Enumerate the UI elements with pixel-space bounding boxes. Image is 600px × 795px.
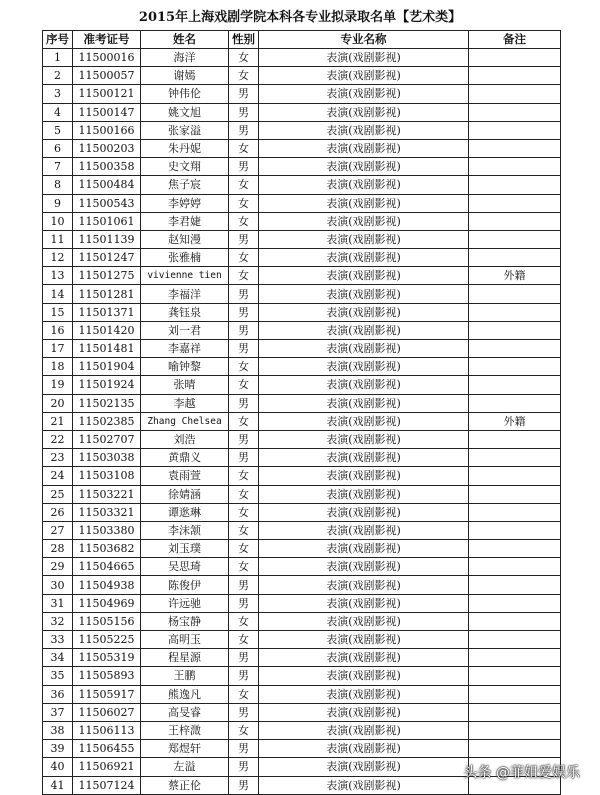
cell-major: 表演(戏剧影视) — [259, 230, 469, 248]
cell-name: 喻钟黎 — [141, 358, 229, 376]
cell-name: 李越 — [141, 394, 229, 412]
cell-note — [469, 540, 561, 558]
cell-note — [469, 303, 561, 321]
cell-exam-id: 11501904 — [73, 358, 141, 376]
cell-major: 表演(戏剧影视) — [259, 321, 469, 339]
cell-major: 表演(戏剧影视) — [259, 540, 469, 558]
table-row — [43, 285, 561, 303]
table-row — [43, 485, 561, 503]
table-row — [43, 358, 561, 376]
cell-gender: 女 — [229, 412, 259, 430]
cell-major: 表演(戏剧影视) — [259, 631, 469, 649]
cell-exam-id: 11500121 — [73, 85, 141, 103]
cell-index: 3 — [43, 85, 73, 103]
header-exam-id: 准考证号 — [73, 31, 141, 49]
cell-exam-id: 11504938 — [73, 576, 141, 594]
cell-major: 表演(戏剧影视) — [259, 49, 469, 67]
cell-name: 李婷婷 — [141, 194, 229, 212]
cell-note — [469, 139, 561, 157]
cell-major: 表演(戏剧影视) — [259, 703, 469, 721]
cell-exam-id: 11500484 — [73, 176, 141, 194]
cell-index: 2 — [43, 67, 73, 85]
cell-name: 张雅楠 — [141, 249, 229, 267]
cell-name: 张晴 — [141, 376, 229, 394]
cell-name: 左溢 — [141, 758, 229, 776]
table-row — [43, 576, 561, 594]
cell-exam-id: 11503108 — [73, 467, 141, 485]
cell-name: 朱丹妮 — [141, 139, 229, 157]
table-row — [43, 67, 561, 85]
cell-exam-id: 11505156 — [73, 612, 141, 630]
cell-note — [469, 449, 561, 467]
cell-major: 表演(戏剧影视) — [259, 612, 469, 630]
cell-index: 27 — [43, 521, 73, 539]
cell-index: 41 — [43, 776, 73, 794]
cell-gender: 女 — [229, 558, 259, 576]
cell-name: vivienne tien — [141, 267, 229, 285]
cell-gender: 女 — [229, 612, 259, 630]
cell-name: 焦子宸 — [141, 176, 229, 194]
cell-gender: 男 — [229, 158, 259, 176]
cell-note — [469, 285, 561, 303]
cell-index: 32 — [43, 612, 73, 630]
cell-name: 高旻睿 — [141, 703, 229, 721]
cell-index: 5 — [43, 121, 73, 139]
cell-index: 23 — [43, 449, 73, 467]
cell-gender: 男 — [229, 449, 259, 467]
cell-index: 26 — [43, 503, 73, 521]
table-row — [43, 121, 561, 139]
cell-note — [469, 230, 561, 248]
table-row — [43, 194, 561, 212]
cell-major: 表演(戏剧影视) — [259, 194, 469, 212]
cell-major: 表演(戏剧影视) — [259, 685, 469, 703]
table-row — [43, 394, 561, 412]
cell-index: 28 — [43, 540, 73, 558]
cell-note — [469, 67, 561, 85]
cell-major: 表演(戏剧影视) — [259, 412, 469, 430]
cell-major: 表演(戏剧影视) — [259, 667, 469, 685]
cell-gender: 男 — [229, 394, 259, 412]
cell-note — [469, 85, 561, 103]
cell-exam-id: 11502385 — [73, 412, 141, 430]
cell-exam-id: 11505225 — [73, 631, 141, 649]
cell-gender: 男 — [229, 340, 259, 358]
cell-gender: 男 — [229, 303, 259, 321]
cell-major: 表演(戏剧影视) — [259, 449, 469, 467]
cell-major: 表演(戏剧影视) — [259, 212, 469, 230]
table-row — [43, 49, 561, 67]
table-row — [43, 540, 561, 558]
table-row — [43, 594, 561, 612]
cell-note — [469, 631, 561, 649]
cell-note — [469, 521, 561, 539]
cell-major: 表演(戏剧影视) — [259, 776, 469, 794]
cell-gender: 男 — [229, 667, 259, 685]
cell-gender: 女 — [229, 467, 259, 485]
cell-index: 29 — [43, 558, 73, 576]
cell-gender: 男 — [229, 594, 259, 612]
cell-index: 31 — [43, 594, 73, 612]
table-row — [43, 721, 561, 739]
table-row — [43, 340, 561, 358]
cell-major: 表演(戏剧影视) — [259, 576, 469, 594]
table-row — [43, 685, 561, 703]
cell-index: 30 — [43, 576, 73, 594]
cell-name: 吴思琦 — [141, 558, 229, 576]
cell-gender: 男 — [229, 103, 259, 121]
cell-index: 1 — [43, 49, 73, 67]
cell-gender: 男 — [229, 758, 259, 776]
cell-index: 11 — [43, 230, 73, 248]
cell-note — [469, 394, 561, 412]
table-row — [43, 158, 561, 176]
cell-major: 表演(戏剧影视) — [259, 158, 469, 176]
cell-exam-id: 11504969 — [73, 594, 141, 612]
cell-note — [469, 430, 561, 448]
cell-name: 海洋 — [141, 49, 229, 67]
cell-exam-id: 11501061 — [73, 212, 141, 230]
cell-name: 郑煜轩 — [141, 740, 229, 758]
cell-major: 表演(戏剧影视) — [259, 467, 469, 485]
cell-note — [469, 721, 561, 739]
watermark-text: 头条 @菲姐爱娱乐 — [463, 765, 580, 781]
cell-index: 13 — [43, 267, 73, 285]
table-row — [43, 667, 561, 685]
cell-exam-id: 11501420 — [73, 321, 141, 339]
cell-index: 38 — [43, 721, 73, 739]
cell-name: 程星源 — [141, 649, 229, 667]
cell-exam-id: 11500203 — [73, 139, 141, 157]
cell-index: 35 — [43, 667, 73, 685]
cell-gender: 男 — [229, 703, 259, 721]
table-row — [43, 176, 561, 194]
header-note: 备注 — [469, 31, 561, 49]
cell-index: 9 — [43, 194, 73, 212]
cell-name: 陈俊伊 — [141, 576, 229, 594]
cell-gender: 女 — [229, 194, 259, 212]
cell-note — [469, 249, 561, 267]
cell-note — [469, 594, 561, 612]
cell-gender: 男 — [229, 649, 259, 667]
cell-gender: 女 — [229, 67, 259, 85]
cell-index: 37 — [43, 703, 73, 721]
cell-exam-id: 11506455 — [73, 740, 141, 758]
watermark — [464, 760, 580, 784]
cell-index: 10 — [43, 212, 73, 230]
cell-major: 表演(戏剧影视) — [259, 503, 469, 521]
cell-gender: 女 — [229, 521, 259, 539]
cell-note — [469, 212, 561, 230]
header-name: 姓名 — [141, 31, 229, 49]
cell-name: 高明玉 — [141, 631, 229, 649]
cell-note — [469, 103, 561, 121]
cell-index: 16 — [43, 321, 73, 339]
cell-index: 34 — [43, 649, 73, 667]
cell-name: 史文翔 — [141, 158, 229, 176]
table-row — [43, 449, 561, 467]
cell-exam-id: 11500543 — [73, 194, 141, 212]
cell-exam-id: 11505917 — [73, 685, 141, 703]
table-row — [43, 649, 561, 667]
cell-exam-id: 11500358 — [73, 158, 141, 176]
cell-major: 表演(戏剧影视) — [259, 249, 469, 267]
cell-exam-id: 11502135 — [73, 394, 141, 412]
cell-note — [469, 576, 561, 594]
cell-exam-id: 11503038 — [73, 449, 141, 467]
cell-major: 表演(戏剧影视) — [259, 594, 469, 612]
cell-exam-id: 11502707 — [73, 430, 141, 448]
cell-major: 表演(戏剧影视) — [259, 340, 469, 358]
cell-gender: 男 — [229, 230, 259, 248]
cell-major: 表演(戏剧影视) — [259, 485, 469, 503]
table-row — [43, 703, 561, 721]
cell-name: 杨宝静 — [141, 612, 229, 630]
cell-index: 17 — [43, 340, 73, 358]
cell-name: 钟伟伦 — [141, 85, 229, 103]
cell-name: 许远驰 — [141, 594, 229, 612]
cell-major: 表演(戏剧影视) — [259, 121, 469, 139]
cell-exam-id: 11501481 — [73, 340, 141, 358]
cell-note — [469, 467, 561, 485]
table-row — [43, 376, 561, 394]
table-row — [43, 521, 561, 539]
table-row — [43, 740, 561, 758]
table-header-row — [43, 31, 561, 49]
cell-gender: 女 — [229, 358, 259, 376]
cell-exam-id: 11505893 — [73, 667, 141, 685]
cell-gender: 男 — [229, 430, 259, 448]
table-row — [43, 249, 561, 267]
table-row — [43, 631, 561, 649]
cell-exam-id: 11501281 — [73, 285, 141, 303]
cell-note — [469, 340, 561, 358]
cell-exam-id: 11501924 — [73, 376, 141, 394]
header-index: 序号 — [43, 31, 73, 49]
table-row — [43, 85, 561, 103]
cell-name: 刘一君 — [141, 321, 229, 339]
cell-name: 李君婕 — [141, 212, 229, 230]
cell-index: 24 — [43, 467, 73, 485]
cell-index: 39 — [43, 740, 73, 758]
cell-name: 熊逸凡 — [141, 685, 229, 703]
cell-major: 表演(戏剧影视) — [259, 285, 469, 303]
table-row — [43, 303, 561, 321]
cell-exam-id: 11501247 — [73, 249, 141, 267]
cell-major: 表演(戏剧影视) — [259, 358, 469, 376]
cell-name: 刘浩 — [141, 430, 229, 448]
cell-note — [469, 503, 561, 521]
cell-index: 19 — [43, 376, 73, 394]
table-row — [43, 412, 561, 430]
cell-major: 表演(戏剧影视) — [259, 558, 469, 576]
cell-gender: 男 — [229, 85, 259, 103]
cell-exam-id: 11501371 — [73, 303, 141, 321]
cell-name: 王鹏 — [141, 667, 229, 685]
cell-note — [469, 321, 561, 339]
cell-gender: 女 — [229, 376, 259, 394]
cell-index: 14 — [43, 285, 73, 303]
cell-note — [469, 176, 561, 194]
cell-note — [469, 376, 561, 394]
cell-exam-id: 11501275 — [73, 267, 141, 285]
cell-name: 黄鼎义 — [141, 449, 229, 467]
cell-exam-id: 11503321 — [73, 503, 141, 521]
cell-gender: 女 — [229, 139, 259, 157]
cell-name: 徐婧涵 — [141, 485, 229, 503]
cell-index: 8 — [43, 176, 73, 194]
cell-exam-id: 11506027 — [73, 703, 141, 721]
cell-exam-id: 11504665 — [73, 558, 141, 576]
cell-major: 表演(戏剧影视) — [259, 376, 469, 394]
cell-name: Zhang Chelsea — [141, 412, 229, 430]
cell-name: 王梓溦 — [141, 721, 229, 739]
table-row — [43, 430, 561, 448]
table-row — [43, 230, 561, 248]
cell-major: 表演(戏剧影视) — [259, 103, 469, 121]
cell-major: 表演(戏剧影视) — [259, 758, 469, 776]
table-row — [43, 558, 561, 576]
cell-name: 张家溢 — [141, 121, 229, 139]
cell-gender: 女 — [229, 485, 259, 503]
cell-index: 7 — [43, 158, 73, 176]
cell-major: 表演(戏剧影视) — [259, 67, 469, 85]
cell-major: 表演(戏剧影视) — [259, 139, 469, 157]
cell-gender: 男 — [229, 285, 259, 303]
table-row — [43, 612, 561, 630]
cell-index: 12 — [43, 249, 73, 267]
cell-exam-id: 11505319 — [73, 649, 141, 667]
cell-name: 赵知漫 — [141, 230, 229, 248]
cell-exam-id: 11500166 — [73, 121, 141, 139]
cell-index: 21 — [43, 412, 73, 430]
cell-name: 谭逖琳 — [141, 503, 229, 521]
cell-note — [469, 649, 561, 667]
table-body — [43, 49, 561, 795]
table-row — [43, 212, 561, 230]
header-major: 专业名称 — [259, 31, 469, 49]
cell-note — [469, 158, 561, 176]
cell-gender: 男 — [229, 321, 259, 339]
table-row — [43, 321, 561, 339]
cell-major: 表演(戏剧影视) — [259, 740, 469, 758]
table-row — [43, 503, 561, 521]
cell-note — [469, 485, 561, 503]
cell-note — [469, 49, 561, 67]
cell-gender: 女 — [229, 176, 259, 194]
cell-gender: 女 — [229, 540, 259, 558]
cell-note — [469, 358, 561, 376]
cell-major: 表演(戏剧影视) — [259, 303, 469, 321]
cell-index: 6 — [43, 139, 73, 157]
document-title: 2015年上海戏剧学院本科各专业拟录取名单【艺术类】 — [138, 10, 462, 25]
cell-exam-id: 11503682 — [73, 540, 141, 558]
cell-index: 40 — [43, 758, 73, 776]
cell-gender: 女 — [229, 267, 259, 285]
cell-exam-id: 11500016 — [73, 49, 141, 67]
cell-gender: 男 — [229, 740, 259, 758]
cell-major: 表演(戏剧影视) — [259, 394, 469, 412]
cell-name: 李沫颔 — [141, 521, 229, 539]
cell-exam-id: 11503380 — [73, 521, 141, 539]
cell-note — [469, 667, 561, 685]
cell-name: 蔡正伦 — [141, 776, 229, 794]
table-row — [43, 139, 561, 157]
table-row — [43, 103, 561, 121]
cell-index: 25 — [43, 485, 73, 503]
cell-gender: 女 — [229, 503, 259, 521]
cell-name: 谢嫣 — [141, 67, 229, 85]
cell-index: 18 — [43, 358, 73, 376]
table-row — [43, 267, 561, 285]
cell-name: 龚钰泉 — [141, 303, 229, 321]
cell-name: 姚文旭 — [141, 103, 229, 121]
admission-table — [42, 30, 561, 795]
cell-gender: 男 — [229, 576, 259, 594]
cell-major: 表演(戏剧影视) — [259, 430, 469, 448]
cell-major: 表演(戏剧影视) — [259, 176, 469, 194]
cell-gender: 女 — [229, 249, 259, 267]
cell-note: 外籍 — [469, 412, 561, 430]
cell-index: 36 — [43, 685, 73, 703]
cell-gender: 男 — [229, 776, 259, 794]
cell-name: 李福洋 — [141, 285, 229, 303]
header-gender: 性别 — [229, 31, 259, 49]
cell-note — [469, 703, 561, 721]
cell-gender: 男 — [229, 121, 259, 139]
cell-gender: 女 — [229, 631, 259, 649]
cell-exam-id: 11500057 — [73, 67, 141, 85]
cell-major: 表演(戏剧影视) — [259, 721, 469, 739]
cell-exam-id: 11500147 — [73, 103, 141, 121]
table-row — [43, 467, 561, 485]
cell-name: 李嘉祥 — [141, 340, 229, 358]
cell-major: 表演(戏剧影视) — [259, 267, 469, 285]
cell-index: 15 — [43, 303, 73, 321]
cell-index: 33 — [43, 631, 73, 649]
cell-gender: 女 — [229, 721, 259, 739]
cell-index: 22 — [43, 430, 73, 448]
cell-name: 刘玉璞 — [141, 540, 229, 558]
cell-name: 袁雨萱 — [141, 467, 229, 485]
cell-gender: 女 — [229, 685, 259, 703]
cell-note: 外籍 — [469, 267, 561, 285]
cell-exam-id: 11501139 — [73, 230, 141, 248]
cell-major: 表演(戏剧影视) — [259, 649, 469, 667]
cell-note — [469, 685, 561, 703]
cell-note — [469, 194, 561, 212]
cell-note — [469, 558, 561, 576]
cell-gender: 女 — [229, 212, 259, 230]
cell-exam-id: 11506113 — [73, 721, 141, 739]
cell-gender: 女 — [229, 49, 259, 67]
cell-index: 4 — [43, 103, 73, 121]
cell-note — [469, 121, 561, 139]
cell-exam-id: 11506921 — [73, 758, 141, 776]
cell-index: 20 — [43, 394, 73, 412]
cell-major: 表演(戏剧影视) — [259, 521, 469, 539]
cell-major: 表演(戏剧影视) — [259, 85, 469, 103]
cell-exam-id: 11507124 — [73, 776, 141, 794]
cell-exam-id: 11503221 — [73, 485, 141, 503]
cell-note — [469, 612, 561, 630]
cell-note — [469, 740, 561, 758]
